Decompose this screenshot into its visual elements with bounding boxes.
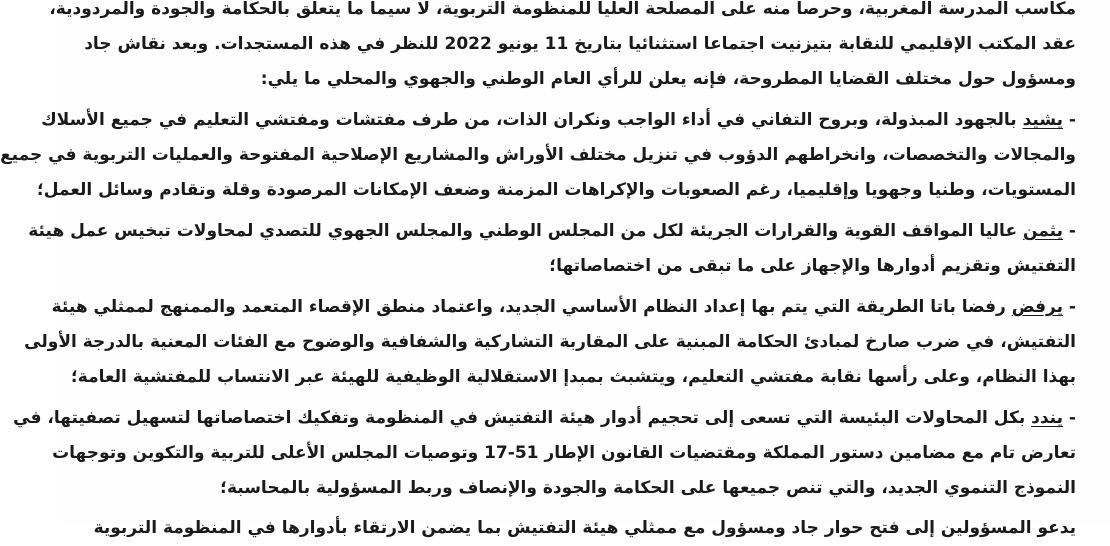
point-text: بالجهود المبذولة، وبروح التفاني في أداء الواجب ونكران الذات، من طرف مفتشات ومفتشي التعليم في جميع الأسلاك [41,110,1023,130]
point-keyword: يرفض [1011,297,1064,317]
text-line: والمجالات والتخصصات، وانخراطهم الدؤوب في تنزيل مختلف الأوراش والمشاريع الإصلاحية المفتوحة والعمليات التربوية في جميع [0,145,1076,165]
point-paragraph-rejection [24,290,1076,395]
text-line: المستويات، وطنيا وجهويا وإقليميا، رغم الصعوبات والإكراهات المزمنة وضعف الإمكانات المرصودة وقلة وتقادم وسائل العمل؛ [36,180,1076,200]
text-line: - يثمن عاليا المواقف القوية والقرارات الجريئة لكل من المجلس الوطني والمجلس الجهوي للتصدي لمحاولات تبخيس عمل هيئة [28,221,1076,241]
text-line: النموذج التنموي الجديد، والتي تنص جميعها على الحكامة والجودة والإنصاف وربط المسؤولية بالمحاسبة؛ [220,478,1076,498]
intro-paragraph [49,0,1076,97]
text-line: - يرفض رفضا باتا الطريقة التي يتم بها إعداد النظام الأساسي الجديد، واعتماد منطق الإقصاء المتعمد والممنهج لممثلي هيئة [51,297,1076,317]
text-line: ومسؤول حول مختلف القضايا المطروحة، فإنه يعلن للرأي العام الوطني والجهوي والمحلي ما يلي: [260,69,1076,89]
point-text: عاليا المواقف القوية والقرارات الجريئة لكل من المجلس الوطني والمجلس الجهوي للتصدي لمحاولات تبخيس عمل هيئة [28,221,1023,241]
point-paragraph-appreciation [28,214,1076,284]
text-line: - يندد بكل المحاولات البئيسة التي تسعى إلى تحجيم أدوار هيئة التفتيش في المنظومة وتفكيك اختصاصاتها لتسهيل تصفيتها، في [13,408,1076,428]
point-keyword: يثمن [1022,221,1064,241]
point-keyword: يندد [1031,408,1064,428]
point-text: رفضا باتا الطريقة التي يتم بها إعداد النظام الأساسي الجديد، واعتماد منطق الإقصاء المتعمد والممنهج لممثلي هيئة [51,297,1012,317]
point-keyword: يشيد [1022,110,1064,130]
point-paragraph-condemnation [13,401,1076,506]
text-line: بهذا النظام، وعلى رأسها نقابة مفتشي التعليم، ويتشبث بمبدإ الاستقلالية الوظيفية للهيئة عبر الانتساب للمفتشية العامة؛ [70,367,1076,387]
point-text: يدعو المسؤولين إلى فتح حوار جاد ومسؤول مع ممثلي هيئة التفتيش بما يضمن الارتقاء بأدوارها في المنظومة التربوية [93,518,1076,538]
text-line: - يشيد بالجهود المبذولة، وبروح التفاني في أداء الواجب ونكران الذات، من طرف مفتشات ومفتشي التعليم في جميع الأسلاك [41,110,1076,130]
point-paragraph-praise [0,103,1076,208]
text-line: مكاسب المدرسة المغربية، وحرصا منه على المصلحة العليا للمنظومة التربوية، لا سيما ما يتعلق بالحكامة والجودة والمردودية، [49,0,1076,19]
point-text: بكل المحاولات البئيسة التي تسعى إلى تحجيم أدوار هيئة التفتيش في المنظومة وتفكيك اختصاصاتها لتسهيل تصفيتها، في [13,408,1032,428]
point-paragraph-cut-off [93,511,1076,546]
text-line [93,511,1076,546]
text-line: التفتيش وتقزيم أدوارها والإجهاز على ما تبقى من اختصاصاتها؛ [549,256,1076,276]
text-line: عقد المكتب الإقليمي للنقابة بتيزنيت اجتماعا استثنائيا بتاريخ 11 يونيو 2022 للنظر في هذه المستجدات. وبعد نقاش جاد [84,34,1076,54]
text-line: التفتيش، في ضرب صارخ لمبادئ الحكامة المبنية على المقاربة التشاركية والشفافية والوضوح مع الفئات المعنية بالدرجة الأولى [24,332,1076,352]
text-line: تعارض تام مع مضامين دستور المملكة ومقتضيات القانون الإطار 51-17 وتوصيات المجلس الأعلى للتربية والتكوين وتوجهات [52,443,1076,463]
